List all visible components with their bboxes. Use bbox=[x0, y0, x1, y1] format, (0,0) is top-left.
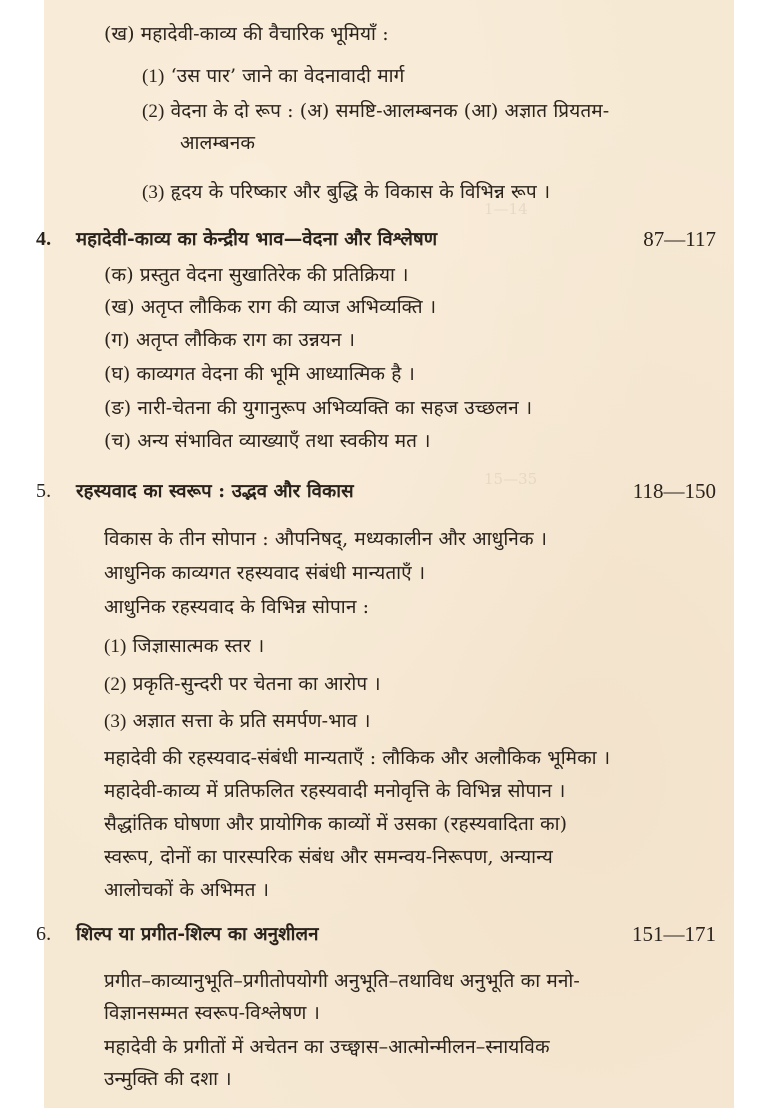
paragraph-line: आलोचकों के अभिमत । bbox=[104, 879, 269, 901]
list-marker: (1) bbox=[142, 66, 165, 87]
list-item bbox=[104, 328, 355, 352]
list-item bbox=[142, 180, 550, 205]
list-item bbox=[104, 634, 264, 659]
section-heading-kha: (ख) महादेवी-काव्य की वैचारिक भूमियाँ : bbox=[104, 23, 389, 45]
chapter-heading-4 bbox=[36, 227, 734, 252]
body-line: आधुनिक काव्यगत रहस्यवाद संबंधी मान्यताएँ । bbox=[104, 562, 426, 584]
list-item-continuation: आलम्बनक bbox=[180, 132, 256, 154]
list-item-text: नारी-चेतना की युगानुरूप अभिव्यक्ति का सहज उच्छलन । bbox=[137, 397, 533, 419]
chapter-page-range: 118—150 bbox=[632, 479, 716, 503]
list-item-text: अतृप्त लौकिक राग का उन्नयन । bbox=[135, 329, 356, 351]
list-marker: (ग) bbox=[104, 329, 130, 351]
chapter-number: 6. bbox=[36, 923, 52, 945]
list-marker: (3) bbox=[104, 711, 127, 732]
list-item bbox=[142, 99, 609, 124]
list-item-text: प्रस्तुत वेदना सुखातिरेक की प्रतिक्रिया । bbox=[139, 264, 409, 286]
list-item bbox=[104, 362, 415, 386]
paragraph-line: महादेवी-काव्य में प्रतिफलित रहस्यवादी मनोवृत्ति के विभिन्न सोपान । bbox=[104, 780, 566, 802]
list-item-text: अज्ञात सत्ता के प्रति समर्पण-भाव । bbox=[132, 710, 371, 732]
list-marker: (ख) bbox=[104, 296, 135, 318]
paragraph-line: महादेवी की रहस्यवाद-संबंधी मान्यताएँ : लौकिक और अलौकिक भूमिका । bbox=[104, 747, 611, 769]
list-item-text: वेदना के दो रूप : (अ) समष्टि-आलम्बनक (आ) अज्ञात प्रियतम- bbox=[170, 100, 610, 122]
list-item-text: हृदय के परिष्कार और बुद्धि के विकास के विभिन्न रूप । bbox=[170, 181, 551, 203]
body-line: विकास के तीन सोपान : औपनिषद्, मध्यकालीन और आधुनिक । bbox=[104, 528, 548, 550]
list-item-text: प्रकृति-सुन्दरी पर चेतना का आरोप । bbox=[132, 673, 381, 695]
list-marker: (3) bbox=[142, 182, 165, 203]
book-page bbox=[36, 0, 734, 1108]
list-marker: (1) bbox=[104, 636, 127, 657]
list-marker: (ङ) bbox=[104, 397, 132, 419]
list-marker: (घ) bbox=[104, 363, 131, 385]
chapter-heading-5 bbox=[36, 479, 734, 504]
list-item bbox=[104, 672, 381, 697]
list-item bbox=[104, 295, 436, 319]
chapter-title: शिल्प या प्रगीत-शिल्प का अनुशीलन bbox=[76, 924, 319, 945]
body-line: आधुनिक रहस्यवाद के विभिन्न सोपान : bbox=[104, 596, 370, 618]
bleed-through-text: 15—35 bbox=[484, 470, 538, 488]
list-item bbox=[104, 709, 371, 734]
chapter-page-range: 87—117 bbox=[643, 227, 716, 251]
list-item-text: अन्य संभावित व्याख्याएँ तथा स्वकीय मत । bbox=[137, 430, 431, 452]
list-item bbox=[104, 263, 409, 287]
list-marker: (क) bbox=[104, 264, 134, 286]
list-marker: (2) bbox=[142, 101, 165, 122]
chapter-heading-6 bbox=[36, 922, 734, 947]
list-item-text: अतृप्त लौकिक राग की व्याज अभिव्यक्ति । bbox=[140, 296, 437, 318]
bleed-through-text: 1—14 bbox=[484, 200, 528, 218]
chapter-title: रहस्यवाद का स्वरूप : उद्भव और विकास bbox=[76, 481, 354, 502]
paragraph-line: महादेवी के प्रगीतों में अचेतन का उच्छ्वास–आत्मोन्मीलन–स्नायविक bbox=[104, 1036, 550, 1058]
list-marker: (च) bbox=[104, 430, 132, 452]
chapter-number: 4. bbox=[36, 228, 52, 250]
list-item bbox=[142, 64, 404, 89]
paragraph-line: उन्मुक्ति की दशा । bbox=[104, 1068, 232, 1090]
chapter-title: महादेवी-काव्य का केन्द्रीय भाव—वेदना और विश्लेषण bbox=[76, 229, 438, 250]
list-item bbox=[104, 396, 532, 420]
list-item-text: जिज्ञासात्मक स्तर । bbox=[132, 635, 265, 657]
chapter-number: 5. bbox=[36, 480, 52, 502]
list-marker: (2) bbox=[104, 674, 127, 695]
list-item bbox=[104, 429, 431, 453]
paragraph-line: स्वरूप, दोनों का पारस्परिक संबंध और समन्वय-निरूपण, अन्यान्य bbox=[104, 846, 553, 868]
paragraph-line: विज्ञानसम्मत स्वरूप-विश्लेषण । bbox=[104, 1002, 320, 1024]
paragraph-line: प्रगीत–काव्यानुभूति–प्रगीतोपयोगी अनुभूति–तथाविध अनुभूति का मनो- bbox=[104, 970, 580, 992]
list-item-text: काव्यगत वेदना की भूमि आध्यात्मिक है । bbox=[136, 363, 415, 385]
chapter-page-range: 151—171 bbox=[632, 922, 716, 946]
list-item-text: ‘उस पार’ जाने का वेदनावादी मार्ग bbox=[170, 65, 405, 87]
paragraph-line: सैद्धांतिक घोषणा और प्रायोगिक काव्यों में उसका (रहस्यवादिता का) bbox=[104, 813, 568, 835]
